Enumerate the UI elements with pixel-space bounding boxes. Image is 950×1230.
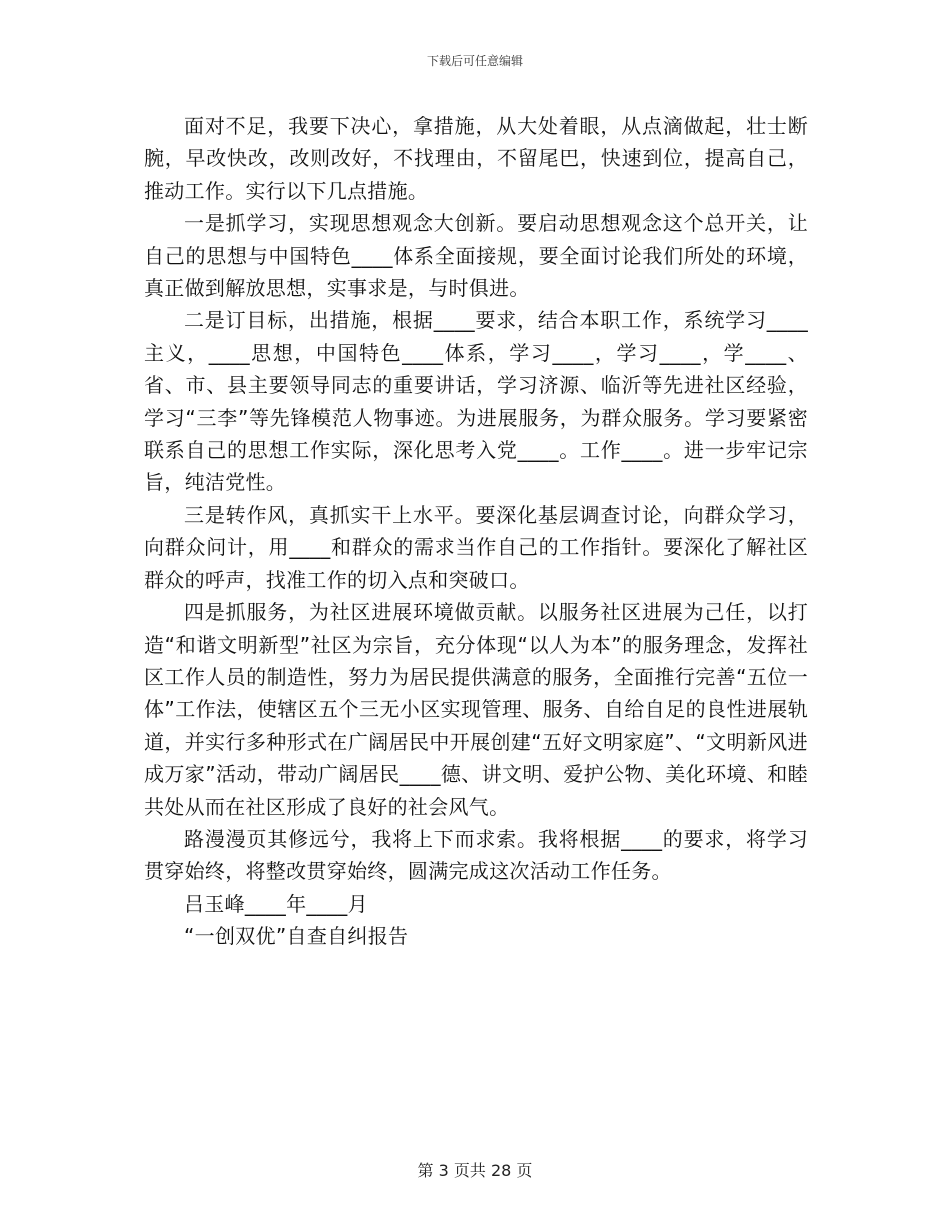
paragraph-goals: 二是订目标，出措施，根据____要求，结合本职工作，系统学习____主义，____思想，中国特色____体系，学习____，学习____，学____、省、市、县主要领导同志的重要讲话，学习济源、临沂等先进社区经验，学习“三李”等先锋模范人物事迹。为进展服务，为群众服务。学习要紧密联系自己的思想工作实际，深化思考入党____。工作____。进一步牢记宗旨，纯洁党性。 xyxy=(144,308,808,495)
document-body xyxy=(144,110,808,953)
page-footer: 第 3 页共 28 页 xyxy=(417,1161,533,1180)
paragraph-style: 三是转作风，真抓实干上水平。要深化基层调查讨论，向群众学习，向群众问计，用____和群众的需求当作自己的工作指针。要深化了解社区群众的呼声，找准工作的切入点和突破口。 xyxy=(144,502,808,592)
signature-line: 吕玉峰____年____月 xyxy=(184,891,368,916)
paragraph-study: 一是抓学习，实现思想观念大创新。要启动思想观念这个总开关，让自己的思想与中国特色____体系全面接规，要全面讨论我们所处的环境，真正做到解放思想，实事求是，与时俱进。 xyxy=(144,211,808,301)
page-header: 下载后可任意编辑 xyxy=(426,54,523,68)
paragraph-service: 四是抓服务，为社区进展环境做贡献。以服务社区进展为己任，以打造“和谐文明新型”社区为宗旨，充分体现“以人为本”的服务理念，发挥社区工作人员的制造性，努力为居民提供满意的服务，全面推行完善“五位一体”工作法，使辖区五个三无小区实现管理、服务、自给自足的良性进展轨道，并实行多种形式在广阔居民中开展创建“五好文明家庭”、“文明新风进成万家”活动，带动广阔居民____德、讲文明、爱护公物、美化环境、和睦共处从而在社区形成了良好的社会风气。 xyxy=(144,600,808,819)
paragraph-intro: 面对不足，我要下决心，拿措施，从大处着眼，从点滴做起，壮士断腕，早改快改，改则改好，不找理由，不留尾巴，快速到位，提高自己，推动工作。实行以下几点措施。 xyxy=(144,114,808,203)
next-section-title: “一创双优”自查自纠报告 xyxy=(184,924,409,949)
paragraph-closing: 路漫漫页其修远兮，我将上下而求索。我将根据____的要求，将学习贯穿始终，将整改贯穿始终，圆满完成这次活动工作任务。 xyxy=(144,826,808,884)
